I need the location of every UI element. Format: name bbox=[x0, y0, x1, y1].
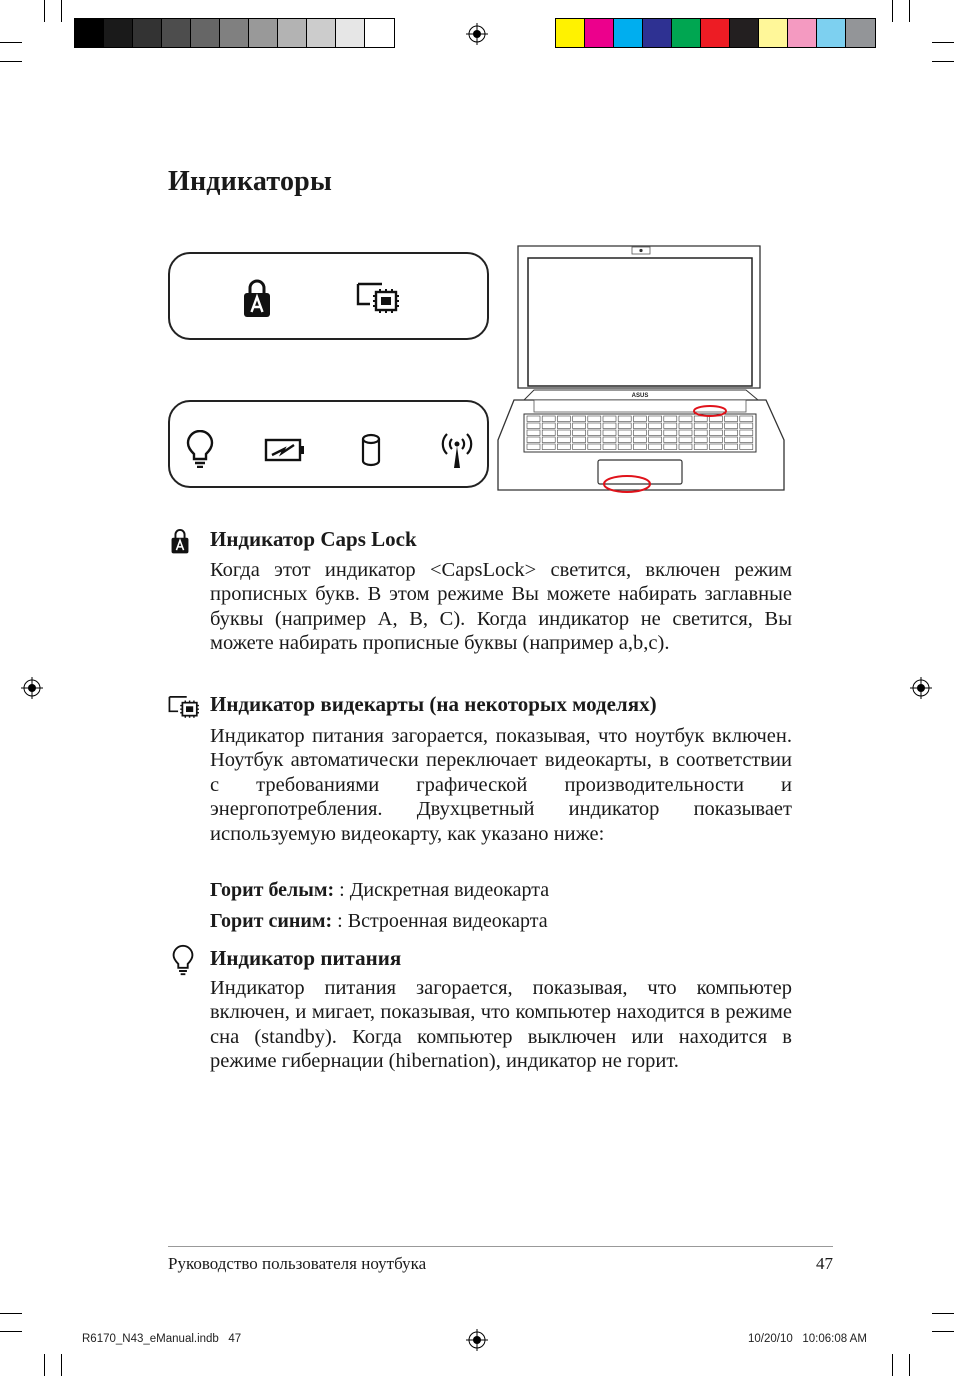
gpu-icon bbox=[168, 694, 204, 720]
color-swatch bbox=[817, 19, 846, 47]
state-value: : Дискретная видеокарта bbox=[334, 879, 550, 901]
keyboard-key bbox=[618, 444, 631, 450]
keyboard-key bbox=[618, 416, 631, 422]
keyboard-key bbox=[527, 437, 540, 443]
color-swatch bbox=[365, 19, 394, 47]
keyboard-key bbox=[725, 444, 738, 450]
keyboard-key bbox=[603, 430, 616, 436]
color-swatch bbox=[162, 19, 191, 47]
keyboard-key bbox=[649, 423, 662, 429]
crop-mark bbox=[0, 1331, 22, 1332]
keyboard-key bbox=[740, 430, 753, 436]
keyboard-keys bbox=[527, 416, 753, 450]
color-swatch bbox=[672, 19, 701, 47]
keyboard-key bbox=[649, 416, 662, 422]
keyboard-key bbox=[725, 437, 738, 443]
keyboard-key bbox=[618, 430, 631, 436]
keyboard-key bbox=[603, 444, 616, 450]
color-swatch bbox=[614, 19, 643, 47]
indicator-panel-top bbox=[168, 252, 489, 340]
keyboard-key bbox=[633, 423, 646, 429]
section-heading: Индикатор видекарты (на некоторых моделях) bbox=[210, 692, 657, 716]
power-bulb-icon bbox=[186, 430, 214, 468]
section-body: Индикатор питания загорается, показывая, что компьютер включен, и мигает, показывая, что компьютер находится в режиме сна (standby). Когда компьютер выключен или находится в режиме гибернации (hibernation), индикатор не горит. bbox=[210, 977, 792, 1073]
keyboard-key bbox=[649, 444, 662, 450]
keyboard-key bbox=[542, 444, 555, 450]
color-swatch bbox=[220, 19, 249, 47]
color-swatch bbox=[278, 19, 307, 47]
keyboard-key bbox=[588, 416, 601, 422]
keyboard-key bbox=[573, 437, 586, 443]
keyboard-key bbox=[709, 430, 722, 436]
hard-drive-icon bbox=[360, 432, 382, 468]
registration-mark-icon bbox=[910, 677, 932, 699]
keyboard-key bbox=[588, 444, 601, 450]
keyboard-key bbox=[725, 430, 738, 436]
keyboard-key bbox=[573, 444, 586, 450]
keyboard-key bbox=[542, 437, 555, 443]
keyboard-key bbox=[542, 416, 555, 422]
keyboard-key bbox=[664, 437, 677, 443]
crop-mark bbox=[44, 1354, 45, 1376]
keyboard-key bbox=[709, 444, 722, 450]
keyboard-key bbox=[694, 423, 707, 429]
keyboard-key bbox=[618, 437, 631, 443]
keyboard-key bbox=[527, 423, 540, 429]
keyboard-key bbox=[633, 430, 646, 436]
keyboard-key bbox=[664, 416, 677, 422]
keyboard-key bbox=[557, 430, 570, 436]
keyboard-key bbox=[679, 423, 692, 429]
keyboard-key bbox=[542, 423, 555, 429]
keyboard-key bbox=[557, 437, 570, 443]
keyboard-key bbox=[618, 423, 631, 429]
page-number: 47 bbox=[816, 1254, 833, 1273]
crop-mark bbox=[61, 0, 62, 22]
keyboard-key bbox=[649, 437, 662, 443]
crop-mark bbox=[932, 1331, 954, 1332]
caps-lock-icon bbox=[242, 278, 272, 318]
keyboard-key bbox=[573, 423, 586, 429]
page-title: Индикаторы bbox=[168, 166, 333, 197]
keyboard-key bbox=[633, 416, 646, 422]
keyboard-key bbox=[740, 437, 753, 443]
keyboard-key bbox=[709, 423, 722, 429]
section-heading: Индикатор Caps Lock bbox=[210, 527, 417, 551]
laptop-illustration bbox=[494, 240, 788, 498]
wireless-icon bbox=[440, 430, 474, 470]
keyboard-key bbox=[603, 437, 616, 443]
indicator-state-row bbox=[210, 910, 548, 933]
keyboard-key bbox=[588, 423, 601, 429]
keyboard-key bbox=[664, 423, 677, 429]
crop-mark bbox=[909, 1354, 910, 1376]
keyboard-key bbox=[603, 416, 616, 422]
color-swatch bbox=[846, 19, 875, 47]
power-bulb-icon bbox=[172, 944, 194, 976]
keyboard-key bbox=[679, 430, 692, 436]
laptop-logo: ASUS bbox=[631, 393, 649, 399]
color-swatch bbox=[133, 19, 162, 47]
keyboard-key bbox=[527, 444, 540, 450]
keyboard-key bbox=[557, 444, 570, 450]
keyboard-key bbox=[557, 423, 570, 429]
keyboard-key bbox=[527, 430, 540, 436]
keyboard-key bbox=[679, 416, 692, 422]
footer-title: Руководство пользователя ноутбука bbox=[168, 1254, 427, 1273]
keyboard-key bbox=[664, 444, 677, 450]
keyboard-key bbox=[633, 444, 646, 450]
crop-mark bbox=[892, 1354, 893, 1376]
keyboard-key bbox=[725, 416, 738, 422]
section-heading: Индикатор питания bbox=[210, 946, 402, 970]
keyboard-key bbox=[694, 437, 707, 443]
slug-filename: R6170_N43_eManual.indb 47 bbox=[82, 1333, 242, 1345]
process-color-bar bbox=[555, 18, 876, 48]
keyboard-key bbox=[603, 423, 616, 429]
keyboard-key bbox=[740, 423, 753, 429]
keyboard-key bbox=[588, 437, 601, 443]
caps-lock-icon bbox=[170, 528, 190, 554]
keyboard-key bbox=[573, 416, 586, 422]
color-swatch bbox=[191, 19, 220, 47]
registration-mark-icon bbox=[21, 677, 43, 699]
color-swatch bbox=[104, 19, 133, 47]
keyboard-key bbox=[725, 423, 738, 429]
registration-mark-icon bbox=[466, 23, 488, 45]
crop-mark bbox=[932, 1313, 954, 1314]
keyboard-key bbox=[694, 416, 707, 422]
color-swatch bbox=[643, 19, 672, 47]
keyboard-key bbox=[694, 430, 707, 436]
keyboard-key bbox=[542, 430, 555, 436]
indicator-panel-bottom bbox=[168, 400, 489, 488]
keyboard-key bbox=[633, 437, 646, 443]
footer-rule bbox=[168, 1246, 833, 1247]
keyboard-key bbox=[649, 430, 662, 436]
keyboard-key bbox=[740, 444, 753, 450]
color-swatch bbox=[336, 19, 365, 47]
keyboard-key bbox=[557, 416, 570, 422]
crop-mark bbox=[0, 1313, 22, 1314]
state-value: : Встроенная видеокарта bbox=[332, 910, 548, 932]
crop-mark bbox=[932, 61, 954, 62]
color-swatch bbox=[75, 19, 104, 47]
color-swatch bbox=[701, 19, 730, 47]
crop-mark bbox=[61, 1354, 62, 1376]
gpu-icon bbox=[356, 280, 406, 316]
color-swatch bbox=[249, 19, 278, 47]
keyboard-key bbox=[573, 430, 586, 436]
color-swatch bbox=[759, 19, 788, 47]
keyboard-key bbox=[694, 444, 707, 450]
section-body: Индикатор питания загорается, показывая, что ноутбук включен. Ноутбук автоматически переключает видеокарты, в соответствии с требованиями графической производительности и энергопотребления. Двухцветный индикатор показывает используемую видеокарту, как указано ниже: bbox=[210, 725, 792, 845]
state-label: Горит синим: bbox=[210, 910, 333, 932]
color-swatch bbox=[585, 19, 614, 47]
keyboard-key bbox=[679, 437, 692, 443]
crop-mark bbox=[909, 0, 910, 22]
crop-mark bbox=[0, 61, 22, 62]
crop-mark bbox=[44, 0, 45, 22]
keyboard-key bbox=[679, 444, 692, 450]
gray-color-bar bbox=[74, 18, 395, 48]
color-swatch bbox=[556, 19, 585, 47]
state-label: Горит белым: bbox=[210, 879, 335, 901]
battery-charge-icon bbox=[264, 437, 306, 463]
keyboard-key bbox=[664, 430, 677, 436]
section-body: Когда этот индикатор <CapsLock> светится, включен режим прописных букв. В этом режиме Вы можете набирать заглавные буквы (например A, B, C). Когда индикатор не светится, Вы можете набирать прописные буквы (например a,b,c). bbox=[210, 559, 792, 655]
keyboard-key bbox=[709, 437, 722, 443]
registration-mark-icon bbox=[466, 1329, 488, 1351]
keyboard-key bbox=[740, 416, 753, 422]
crop-mark bbox=[892, 0, 893, 22]
crop-mark bbox=[0, 42, 22, 43]
keyboard-key bbox=[527, 416, 540, 422]
crop-mark bbox=[932, 42, 954, 43]
indicator-state-row bbox=[210, 879, 549, 902]
color-swatch bbox=[730, 19, 759, 47]
keyboard-key bbox=[588, 430, 601, 436]
color-swatch bbox=[788, 19, 817, 47]
slug-datetime: 10/20/10 10:06:08 AM bbox=[748, 1333, 867, 1345]
color-swatch bbox=[307, 19, 336, 47]
